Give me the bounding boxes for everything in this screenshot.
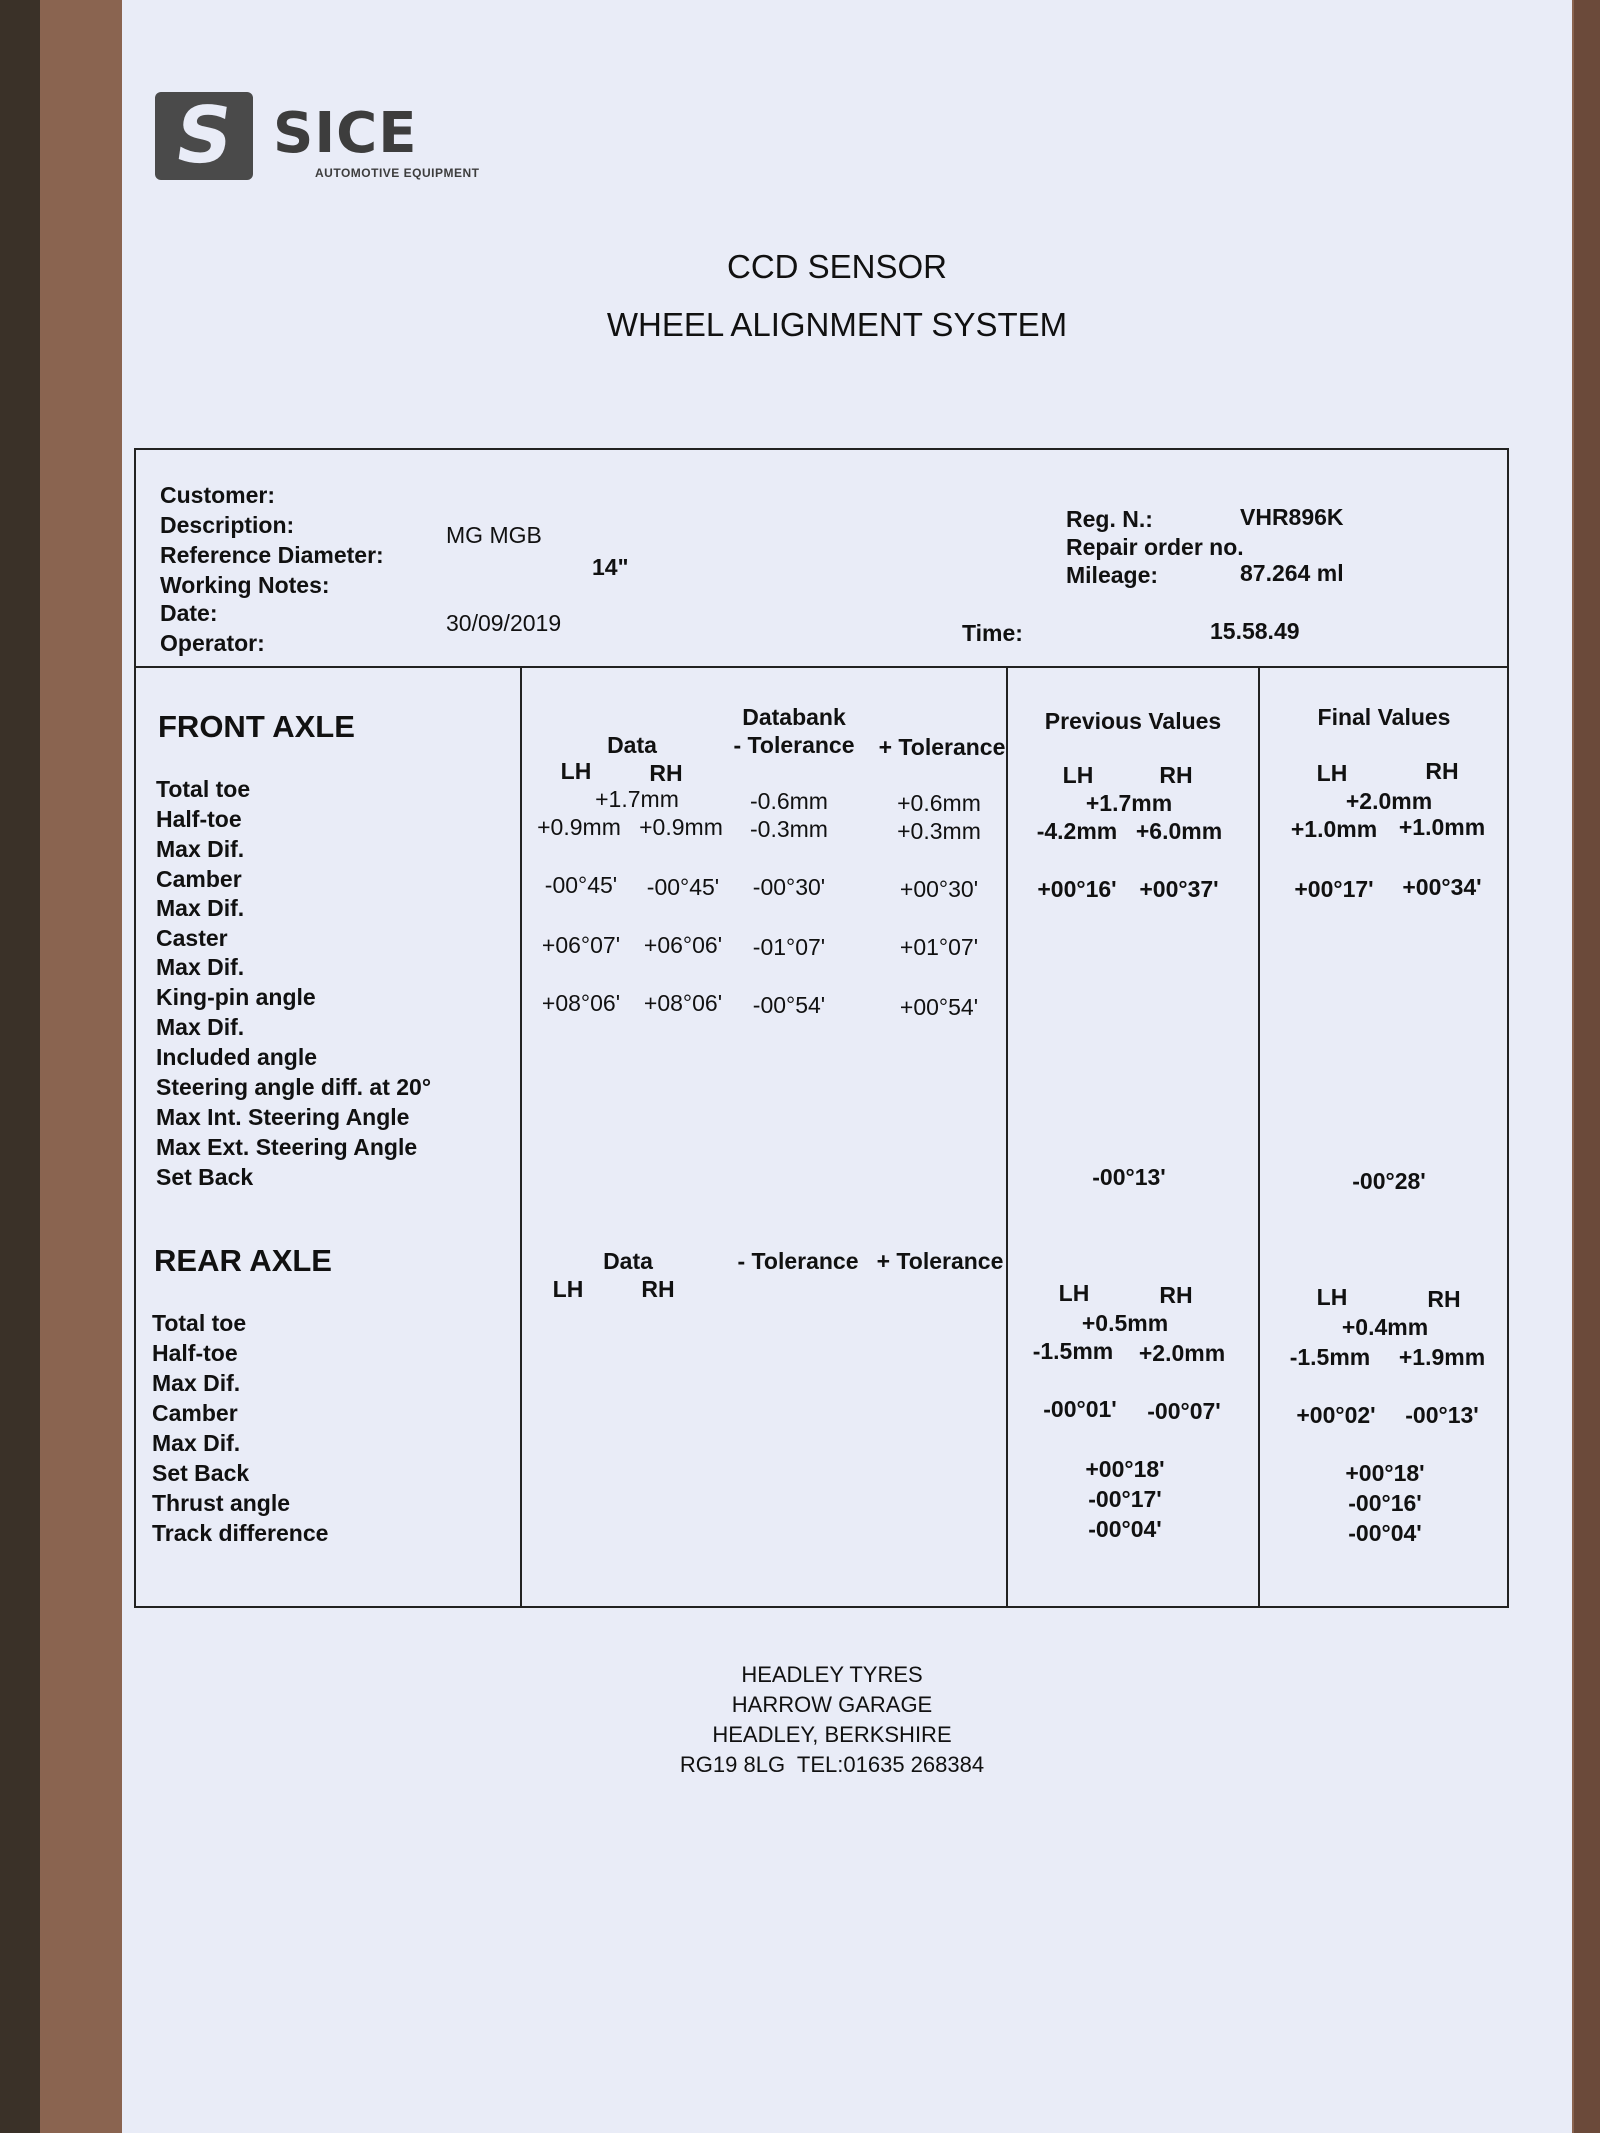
- footer-line-2: HARROW GARAGE: [731, 1692, 933, 1717]
- front-row-label: Included angle: [156, 1044, 318, 1070]
- front-caster-plus-tol: +01°07': [899, 934, 979, 960]
- rear-thrust-previous: -00°17': [1088, 1486, 1162, 1512]
- rear-data-lh-header: LH: [552, 1276, 584, 1302]
- front-kingpin-rh: +08°06': [643, 990, 723, 1016]
- garage-footer: [122, 1660, 1542, 1780]
- front-row-label: Total toe: [156, 776, 251, 802]
- rear-track-final: -00°04': [1348, 1520, 1422, 1546]
- description-value: MG MGB: [446, 522, 542, 548]
- title-line-2: WHEEL ALIGNMENT SYSTEM: [606, 306, 1068, 343]
- time-label: Time:: [962, 620, 1023, 646]
- background-right: [1574, 0, 1600, 2133]
- rear-row-label: Max Dif.: [152, 1370, 241, 1396]
- front-data-lh-header: LH: [560, 758, 592, 784]
- footer-line-4: RG19 8LG TEL:01635 268384: [679, 1752, 985, 1777]
- front-half-toe-minus-tol: -0.3mm: [750, 816, 828, 842]
- customer-label: Customer:: [160, 482, 276, 508]
- front-plus-tolerance-header: + Tolerance: [878, 734, 1006, 760]
- front-half-toe-lh: +0.9mm: [537, 814, 621, 840]
- rear-minus-tolerance-header: - Tolerance: [737, 1248, 859, 1274]
- front-kingpin-lh: +08°06': [541, 990, 621, 1016]
- front-axle-heading: FRONT AXLE: [158, 709, 355, 744]
- reg-label: Reg. N.:: [1066, 506, 1153, 532]
- footer-line-3: HEADLEY, BERKSHIRE: [712, 1722, 952, 1747]
- sice-logo: [155, 92, 485, 182]
- alignment-report-table: [134, 448, 1509, 1608]
- front-setback-final: -00°28': [1352, 1168, 1426, 1194]
- front-data-rh-header: RH: [649, 760, 683, 786]
- repair-order-label: Repair order no.: [1066, 534, 1244, 560]
- front-half-toe-final-rh: +1.0mm: [1398, 814, 1486, 840]
- operator-label: Operator:: [160, 630, 265, 656]
- rear-track-previous: -00°04': [1088, 1516, 1162, 1542]
- rear-total-toe-previous: +0.5mm: [1081, 1310, 1169, 1336]
- front-half-toe-prev-lh: -4.2mm: [1036, 818, 1118, 844]
- rear-axle-heading: REAR AXLE: [154, 1243, 332, 1278]
- front-camber-rh: -00°45': [646, 874, 720, 900]
- rear-data-header: Data: [603, 1248, 653, 1274]
- rear-setback-previous: +00°18': [1085, 1456, 1165, 1482]
- front-row-label: Camber: [156, 866, 242, 892]
- front-half-toe-plus-tol: +0.3mm: [897, 818, 981, 844]
- reference-diameter-value: 14": [592, 554, 629, 580]
- rear-half-toe-final-rh: +1.9mm: [1398, 1344, 1486, 1370]
- rear-half-toe-final-lh: -1.5mm: [1289, 1344, 1371, 1370]
- rear-row-label: Max Dif.: [152, 1430, 241, 1456]
- rear-camber-final-lh: +00°02': [1296, 1402, 1376, 1428]
- front-total-toe-data: +1.7mm: [595, 786, 679, 812]
- front-total-toe-minus-tol: -0.6mm: [750, 788, 828, 814]
- front-camber-lh: -00°45': [544, 872, 618, 898]
- front-camber-plus-tol: +00°30': [899, 876, 979, 902]
- front-row-label: Set Back: [156, 1164, 254, 1190]
- rear-data-rh-header: RH: [641, 1276, 675, 1302]
- front-camber-prev-lh: +00°16': [1037, 876, 1117, 902]
- rear-prev-lh-header: LH: [1058, 1280, 1090, 1306]
- rear-half-toe-prev-rh: +2.0mm: [1138, 1340, 1226, 1366]
- previous-values-header: Previous Values: [1044, 708, 1222, 734]
- table-border-top: [134, 448, 1509, 450]
- footer-line-1: HEADLEY TYRES: [741, 1662, 923, 1687]
- front-total-toe-previous: +1.7mm: [1085, 790, 1173, 816]
- front-half-toe-final-lh: +1.0mm: [1290, 816, 1378, 842]
- brand-subtitle: AUTOMOTIVE EQUIPMENT: [315, 166, 480, 180]
- description-label: Description:: [160, 512, 295, 538]
- front-kingpin-plus-tol: +00°54': [899, 994, 979, 1020]
- reg-value: VHR896K: [1240, 504, 1344, 530]
- time-value: 15.58.49: [1210, 618, 1300, 644]
- sice-logo-mark: S: [155, 92, 253, 180]
- rear-prev-rh-header: RH: [1159, 1282, 1193, 1308]
- front-total-toe-plus-tol: +0.6mm: [897, 790, 981, 816]
- front-prev-rh-header: RH: [1159, 762, 1193, 788]
- date-label: Date:: [160, 600, 218, 626]
- rear-thrust-final: -00°16': [1348, 1490, 1422, 1516]
- rear-camber-final-rh: -00°13': [1405, 1402, 1479, 1428]
- final-values-header: Final Values: [1317, 704, 1451, 730]
- front-setback-previous: -00°13': [1092, 1164, 1166, 1190]
- front-row-label: Max Dif.: [156, 954, 245, 980]
- rear-camber-prev-rh: -00°07': [1147, 1398, 1221, 1424]
- front-caster-minus-tol: -01°07': [752, 934, 826, 960]
- brand-name: SICE: [273, 101, 418, 166]
- mileage-value: 87.264 ml: [1240, 560, 1344, 586]
- front-data-header: Data: [607, 732, 657, 758]
- rear-final-rh-header: RH: [1427, 1286, 1461, 1312]
- rear-camber-prev-lh: -00°01': [1043, 1396, 1117, 1422]
- front-half-toe-rh: +0.9mm: [639, 814, 723, 840]
- rear-row-label: Total toe: [152, 1310, 247, 1336]
- rear-row-label: Half-toe: [152, 1340, 238, 1366]
- front-row-label: Max Dif.: [156, 836, 245, 862]
- column-divider-2: [1006, 666, 1008, 1608]
- front-caster-rh: +06°06': [643, 932, 723, 958]
- front-row-label: Max Dif.: [156, 1014, 245, 1040]
- front-row-label: King-pin angle: [156, 984, 316, 1010]
- rear-setback-final: +00°18': [1345, 1460, 1425, 1486]
- front-total-toe-final: +2.0mm: [1345, 788, 1433, 814]
- front-kingpin-minus-tol: -00°54': [752, 992, 826, 1018]
- front-row-label: Half-toe: [156, 806, 242, 832]
- date-value: 30/09/2019: [446, 610, 562, 636]
- front-camber-final-lh: +00°17': [1294, 876, 1374, 902]
- reference-diameter-label: Reference Diameter:: [160, 542, 384, 568]
- front-row-label: Steering angle diff. at 20°: [156, 1074, 432, 1100]
- front-camber-final-rh: +00°34': [1402, 874, 1482, 900]
- front-caster-lh: +06°07': [541, 932, 621, 958]
- rear-row-label: Track difference: [152, 1520, 329, 1546]
- front-row-label: Caster: [156, 925, 228, 951]
- rear-half-toe-prev-lh: -1.5mm: [1032, 1338, 1114, 1364]
- rear-row-label: Set Back: [152, 1460, 250, 1486]
- title-line-1: CCD SENSOR: [726, 248, 948, 285]
- table-border-left: [134, 448, 136, 1608]
- header-divider: [134, 666, 1509, 668]
- rear-row-label: Thrust angle: [152, 1490, 291, 1516]
- mileage-label: Mileage:: [1066, 562, 1159, 588]
- front-row-label: Max Dif.: [156, 895, 245, 921]
- column-divider-3: [1258, 666, 1260, 1608]
- column-divider-1: [520, 666, 522, 1608]
- front-row-label: Max Int. Steering Angle: [156, 1104, 410, 1130]
- front-prev-lh-header: LH: [1062, 762, 1094, 788]
- front-camber-minus-tol: -00°30': [752, 874, 826, 900]
- front-camber-prev-rh: +00°37': [1139, 876, 1219, 902]
- table-border-right: [1507, 448, 1509, 1608]
- table-border-bottom: [134, 1606, 1509, 1608]
- databank-header: Databank: [742, 704, 846, 730]
- front-final-lh-header: LH: [1316, 760, 1348, 786]
- front-minus-tolerance-header: - Tolerance: [733, 732, 855, 758]
- rear-plus-tolerance-header: + Tolerance: [876, 1248, 1004, 1274]
- front-final-rh-header: RH: [1425, 758, 1459, 784]
- printout-page: [122, 0, 1572, 2133]
- rear-row-label: Camber: [152, 1400, 238, 1426]
- rear-total-toe-final: +0.4mm: [1341, 1314, 1429, 1340]
- front-row-label: Max Ext. Steering Angle: [156, 1134, 418, 1160]
- working-notes-label: Working Notes:: [160, 572, 330, 598]
- background-left: [0, 0, 40, 2133]
- rear-final-lh-header: LH: [1316, 1284, 1348, 1310]
- front-half-toe-prev-rh: +6.0mm: [1135, 818, 1223, 844]
